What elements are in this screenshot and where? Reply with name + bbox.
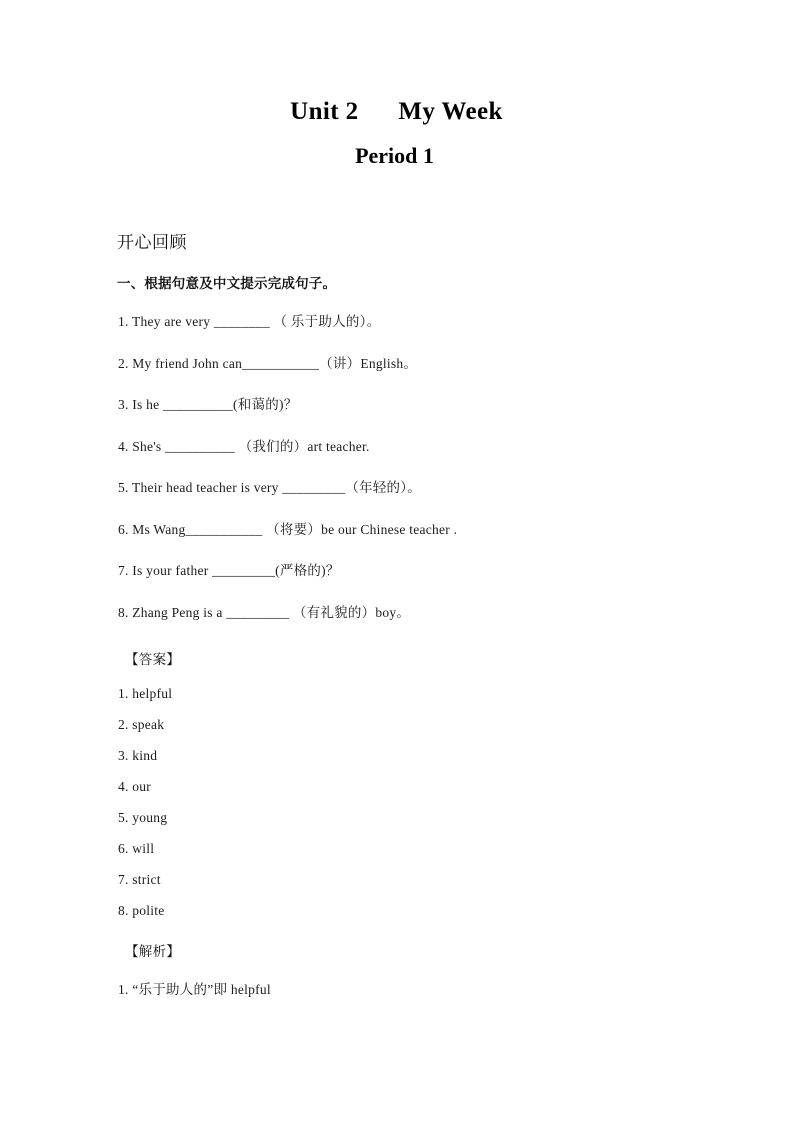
question-list <box>118 313 738 645</box>
analysis-list <box>118 982 678 1013</box>
page-title: Unit 2 My Week <box>290 98 503 125</box>
section-heading: 开心回顾 <box>117 233 187 253</box>
question-item: 7. Is your father _________(严格的)？ <box>118 563 340 578</box>
question-item: 2. My friend John can___________（讲）English。 <box>118 355 418 371</box>
answer-item: 2. speak <box>118 717 165 732</box>
answer-item: 4. our <box>118 779 151 794</box>
page-subtitle: Period 1 <box>355 142 434 168</box>
answer-list <box>118 686 518 934</box>
answer-item: 3. kind <box>118 748 158 763</box>
answer-item: 7. strict <box>118 872 161 887</box>
question-item: 5. Their head teacher is very _________（年轻的）。 <box>118 480 422 495</box>
answer-item: 5. young <box>118 810 168 825</box>
answers-heading: 【答案】 <box>125 652 181 668</box>
exercise-heading: 一、根据句意及中文提示完成句子。 <box>117 276 337 292</box>
answer-item: 1. helpful <box>118 686 173 701</box>
question-item: 6. Ms Wang___________ （将要）be our Chinese teacher . <box>118 521 458 537</box>
answer-item: 8. polite <box>118 903 165 918</box>
document-title-block <box>0 98 793 168</box>
answer-item: 6. will <box>118 841 155 856</box>
question-item: 8. Zhang Peng is a _________ （有礼貌的）boy。 <box>118 604 411 620</box>
analysis-item: 1. “乐于助人的”即 helpful <box>118 982 271 997</box>
question-item: 3. Is he __________(和蔼的)？ <box>118 397 298 412</box>
question-item: 1. They are very ________ （ 乐于助人的）。 <box>118 314 381 329</box>
analysis-heading: 【解析】 <box>125 944 181 960</box>
question-item: 4. She's __________ （我们的）art teacher. <box>118 438 370 454</box>
